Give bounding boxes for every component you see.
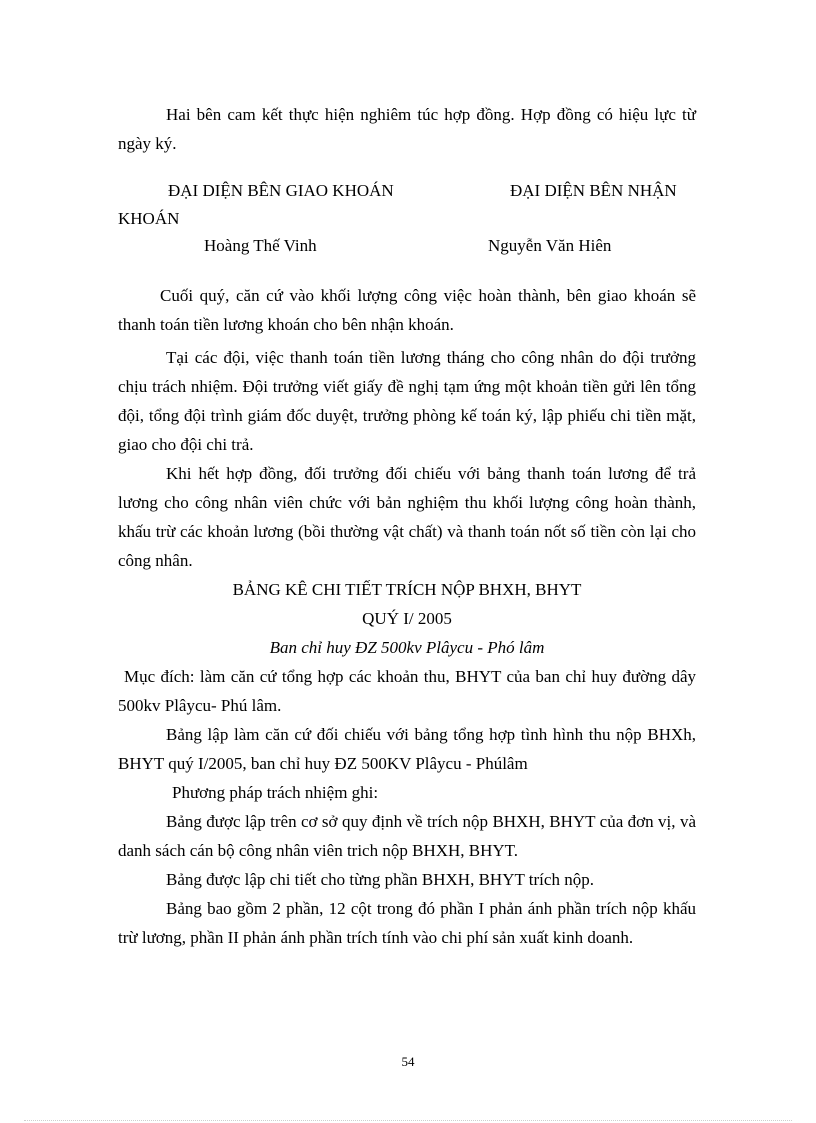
contract-end-paragraph: Khi hết hợp đồng, đối trưởng đối chiếu với bảng thanh toán lương để trả lương cho công nhân viên chức với bản nghiệm thu khối lượng công hoàn thành, khấu trừ các khoản lương (bồi thường vật chất) và thanh toán nốt số tiền còn lại cho công nhân. (118, 464, 696, 570)
teams-payment-paragraph: Tại các đội, việc thanh toán tiền lương tháng cho công nhân do đội trưởng chịu trách nhiệm. Đội trưởng viết giấy đề nghị tạm ứng một khoản tiền gửi lên tổng đội, tổng đội trình giám đốc duyệt, trưởng phòng kế toán ký, lập phiếu chi tiền mặt, giao cho đội chi trả. (118, 348, 696, 454)
footer-divider (24, 1120, 792, 1121)
right-signatory-title-continuation: KHOÁN (118, 209, 180, 228)
signature-title-continuation-row (118, 204, 696, 233)
signature-titles-row (118, 176, 696, 205)
commitment-section (118, 100, 696, 158)
table-heading-unit: Ban chỉ huy ĐZ 500kv Plâycu - Phó lâm (269, 638, 545, 657)
page-number: 54 (401, 1054, 415, 1069)
commitment-paragraph: Hai bên cam kết thực hiện nghiêm túc hợp đồng. Hợp đồng có hiệu lực từ ngày ký. (118, 105, 696, 153)
signature-names-row (118, 231, 696, 260)
structure-paragraph: Bảng bao gồm 2 phần, 12 cột trong đó phần I phản ánh phần trích nộp khấu trừ lương, phần II phản ánh phần trích tính vào chi phí sản xuất kinh doanh. (118, 899, 696, 947)
quarter-end-paragraph: Cuối quý, căn cứ vào khối lượng công việc hoàn thành, bên giao khoán sẽ thanh toán tiền lương khoán cho bên nhận khoán. (118, 286, 696, 334)
prepared-paragraph: Bảng được lập trên cơ sở quy định về trích nộp BHXH, BHYT của đơn vị, và danh sách cán bộ công nhân viên trich nộp BHXH, BHYT. (118, 812, 696, 860)
purpose-paragraph: Mục đích: làm căn cứ tổng hợp các khoản thu, BHYT của ban chỉ huy đường dây 500kv Plâycu- Phú lâm. (118, 667, 696, 715)
left-signatory-title: ĐẠI DIỆN BÊN GIAO KHOÁN (168, 181, 394, 200)
basis-paragraph: Bảng lập làm căn cứ đối chiếu với bảng tổng hợp tình hình thu nộp BHXh, BHYT quý I/2005, ban chỉ huy ĐZ 500KV Plâycu - Phúlâm (118, 725, 696, 773)
right-signatory-name: Nguyễn Văn Hiên (488, 236, 612, 255)
detail-paragraph: Bảng được lập chi tiết cho từng phần BHXH, BHYT trích nộp. (166, 870, 594, 889)
right-signatory-title: ĐẠI DIỆN BÊN NHẬN (510, 181, 677, 200)
body-section (118, 281, 696, 952)
table-heading-title: BẢNG KÊ CHI TIẾT TRÍCH NỘP BHXH, BHYT (232, 580, 582, 599)
method-paragraph: Phương pháp trách nhiệm ghi: (172, 783, 379, 802)
table-heading-period: QUÝ I/ 2005 (362, 609, 452, 628)
left-signatory-name: Hoàng Thế Vinh (204, 236, 317, 255)
